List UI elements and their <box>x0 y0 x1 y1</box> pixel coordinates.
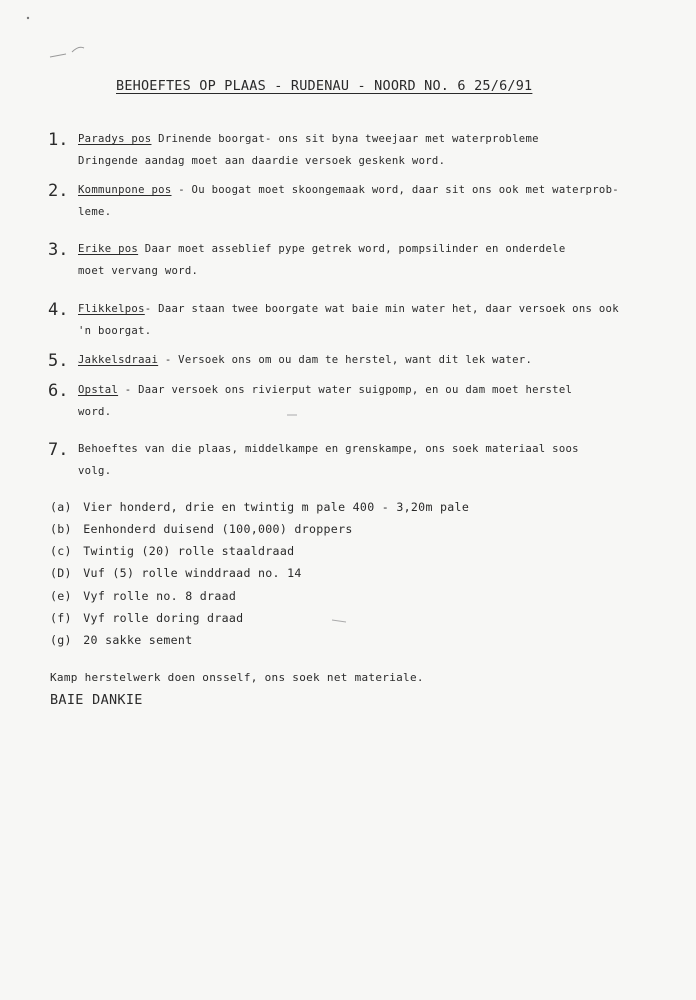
material-label: (a) <box>50 500 72 514</box>
material-label: (D) <box>50 566 72 580</box>
material-item <box>50 544 294 558</box>
item-line: Drinende boorgat- ons sit byna tweejaar met waterprobleme <box>158 133 539 145</box>
item-line: moet vervang word. <box>78 265 199 277</box>
material-item <box>50 611 243 625</box>
scan-mark <box>20 12 100 62</box>
material-item <box>50 566 302 580</box>
material-text: Vyf rolle no. 8 draad <box>83 589 237 603</box>
material-label: (f) <box>50 611 72 625</box>
material-label: (b) <box>50 522 72 536</box>
item-number: 2. <box>48 181 69 201</box>
document-title: BEHOEFTES OP PLAAS - RUDENAU - NOORD NO. 6 25/6/91 <box>116 78 533 94</box>
item-line: - Versoek ons om ou dam te herstel, want dit lek water. <box>164 354 533 366</box>
item-line: Dringende aandag moet aan daardie versoek geskenk word. <box>78 155 446 167</box>
item-line: 'n boorgat. <box>78 325 152 337</box>
material-text: Vuf (5) rolle winddraad no. 14 <box>83 566 302 580</box>
item-heading: Erike pos <box>78 243 139 255</box>
item-heading: Kommunpone pos <box>78 184 172 196</box>
item-heading: Opstal <box>78 384 119 396</box>
material-label: (c) <box>50 544 72 558</box>
material-text: 20 sakke sement <box>83 633 193 647</box>
material-item <box>50 589 236 603</box>
material-text: Twintig (20) rolle staaldraad <box>83 544 295 558</box>
material-label: (g) <box>50 633 72 647</box>
item-line: - Daar staan twee boorgate wat baie min water het, daar versoek ons ook <box>144 303 619 315</box>
item-line: Daar moet asseblief pype getrek word, pompsilinder en onderdele <box>144 243 566 255</box>
item-number: 7. <box>48 440 69 460</box>
item-number: 5. <box>48 351 69 371</box>
scan-speck <box>330 616 354 626</box>
item-heading: Flikkelpos <box>78 303 145 315</box>
item-line: - Ou boogat moet skoongemaak word, daar sit ons ook met waterprob- <box>178 184 619 196</box>
material-text: Vyf rolle doring draad <box>83 611 244 625</box>
material-text: Vier honderd, drie en twintig m pale 400 - 3,20m pale <box>83 500 470 514</box>
thanks-line: BAIE DANKIE <box>50 692 143 708</box>
item-heading: Paradys pos <box>78 133 152 145</box>
material-text: Eenhonderd duisend (100,000) droppers <box>83 522 353 536</box>
material-item <box>50 633 192 647</box>
item-number: 1. <box>48 130 69 150</box>
material-label: (e) <box>50 589 72 603</box>
item-line: leme. <box>78 206 112 218</box>
item-line: - Daar versoek ons rivierput water suigpomp, en ou dam moet herstel <box>124 384 573 396</box>
item-line: word. <box>78 406 112 418</box>
material-item <box>50 522 353 536</box>
item-number: 3. <box>48 240 69 260</box>
item-line: volg. <box>78 465 112 477</box>
material-item <box>50 500 469 514</box>
scan-speck <box>285 410 305 420</box>
closing-note: Kamp herstelwerk doen onsself, ons soek net materiale. <box>50 671 424 684</box>
item-line: Behoeftes van die plaas, middelkampe en grenskampe, ons soek materiaal soos <box>78 443 579 455</box>
item-number: 4. <box>48 300 69 320</box>
item-heading: Jakkelsdraai <box>78 354 159 366</box>
item-number: 6. <box>48 381 69 401</box>
